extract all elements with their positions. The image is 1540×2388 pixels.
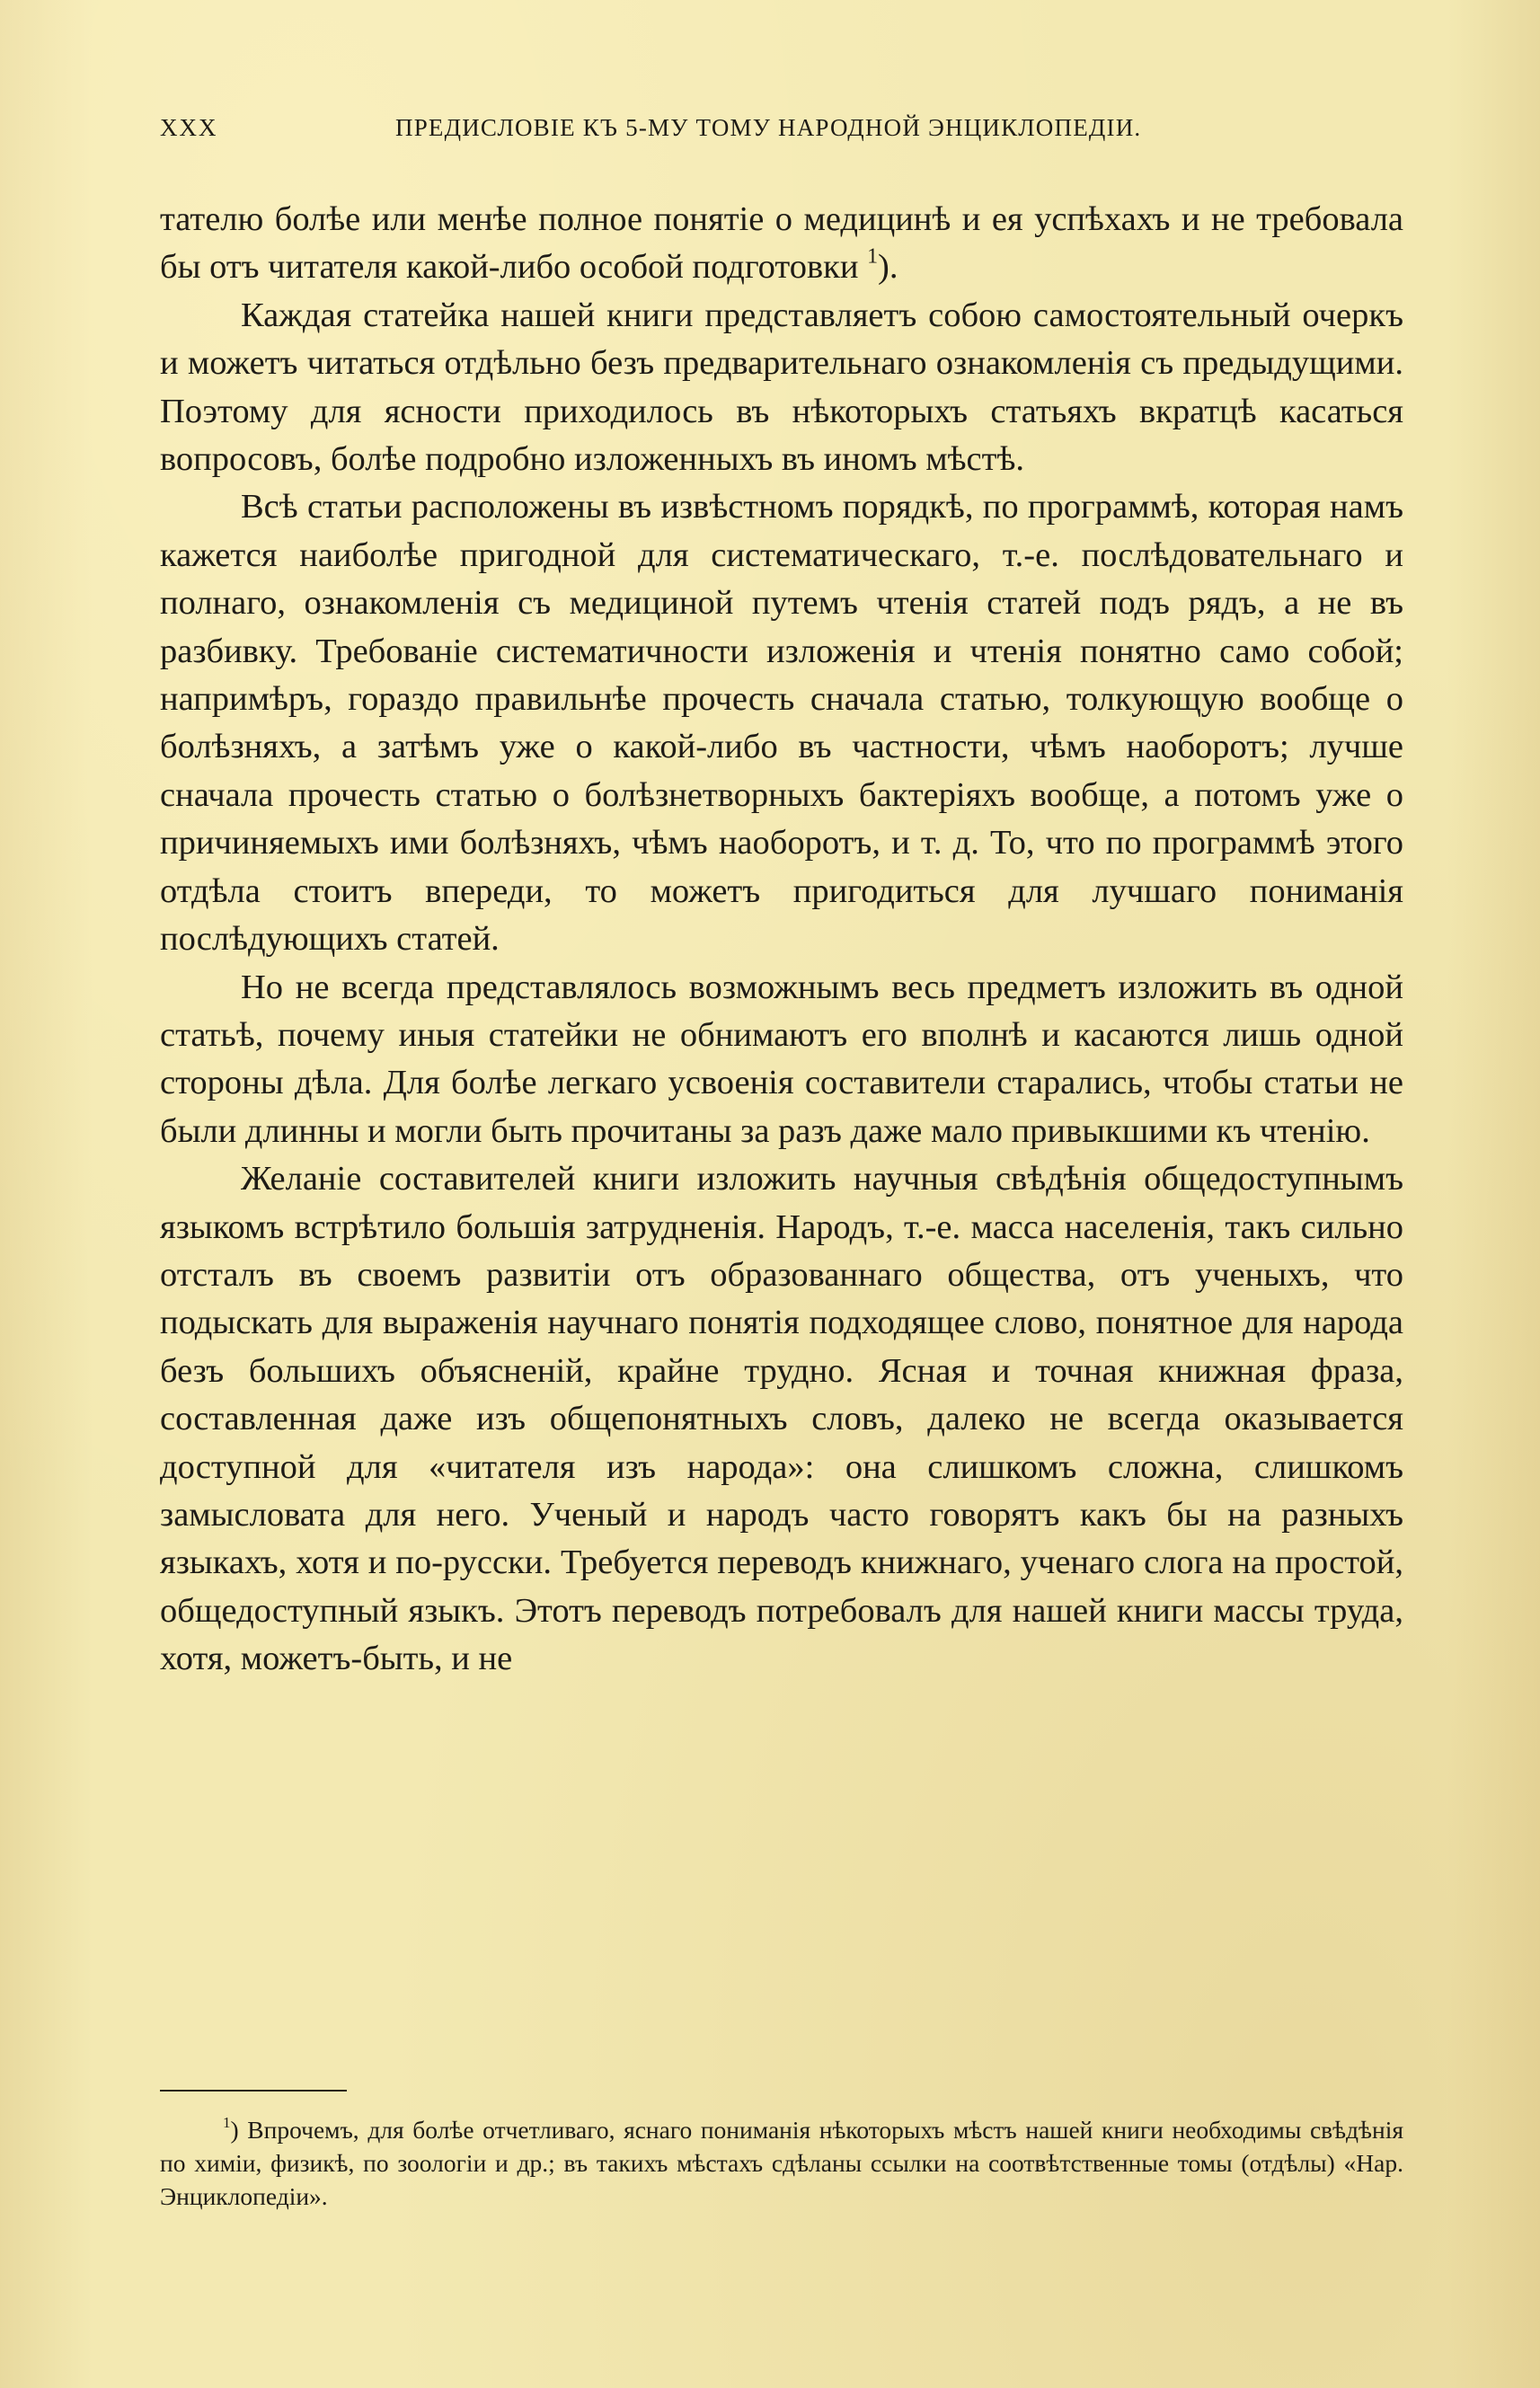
footnote-reference-suffix: ). — [878, 248, 898, 287]
paragraph-text: тателю болѣе или менѣе полное понятіе о медицинѣ и ея успѣхахъ и не требовала бы отъ читателя какой-либо особой подготовки — [160, 200, 1403, 287]
footnote-text: ) Впрочемъ, для болѣе отчетливаго, яснаго пониманія нѣкоторыхъ мѣстъ нашей книги необходимы свѣдѣнія по химіи, физикѣ, по зоологіи и др.; въ такихъ мѣстахъ сдѣланы ссылки на соотвѣтственные томы (отдѣлы) «Нар. Энциклопедіи». — [160, 2116, 1403, 2210]
paragraph: Желаніе составителей книги изложить научныя свѣдѣнія общедоступнымъ языкомъ встрѣтило большія затрудненія. Народъ, т.-е. масса населенія, такъ сильно отсталъ въ своемъ развитіи отъ образованнаго общества, отъ ученыхъ, что подыскать для выраженія научнаго понятія подходящее слово, понятное для народа безъ большихъ объясненій, крайне трудно. Ясная и точная книжная фраза, составленная даже изъ общепонятныхъ словъ, далеко не всегда оказывается доступной для «читателя изъ народа»: она слишкомъ сложна, слишкомъ замысловата для него. Ученый и народъ часто говорятъ какъ бы на разныхъ языкахъ, хотя и по-русски. Требуется переводъ книжнаго, ученаго слога на простой, общедоступный языкъ. Этотъ переводъ потребовалъ для нашей книги массы труда, хотя, можетъ-быть, и не — [160, 1160, 1403, 1678]
paragraph: Но не всегда представлялось возможнымъ весь предметъ изложить въ одной статьѣ, почему иныя статейки не обнимаютъ его вполнѣ и касаются лишь одной стороны дѣла. Для болѣе легкаго усвоенія составители старались, чтобы статьи не были длинны и могли быть прочитаны за разъ даже мало привыкшими къ чтенію. — [160, 968, 1403, 1150]
running-title: ПРЕДИСЛОВІЕ КЪ 5-МУ ТОМУ НАРОДНОЙ ЭНЦИКЛОПЕДІИ. — [395, 114, 1142, 141]
paragraph-continuation — [160, 196, 1403, 292]
body-text — [160, 196, 1403, 1684]
footnote-reference: 1 — [867, 244, 879, 269]
paragraph: Всѣ статьи расположены въ извѣстномъ порядкѣ, по программѣ, которая намъ кажется наиболѣе пригодной для систематическаго, т.-е. послѣдовательнаго и полнаго, ознакомленія съ медициной путемъ чтенія статей подъ рядъ, а не въ разбивку. Требованіе систематичности изложенія и чтенія понятно само собой; напримѣръ, гораздо правильнѣе прочесть сначала статью, толкующую вообще о болѣзняхъ, а затѣмъ уже о какой-либо въ частности, чѣмъ наоборотъ; лучше сначала прочесть статью о болѣзнетворныхъ бактеріяхъ вообще, а потомъ уже о причиняемыхъ ими болѣзняхъ, чѣмъ наоборотъ, и т. д. То, что по программѣ этого отдѣла стоитъ впереди, то можетъ пригодиться для лучшаго пониманія послѣдующихъ статей. — [160, 488, 1403, 959]
page-number: XXX — [160, 114, 218, 141]
footnote-marker: 1 — [223, 2114, 231, 2132]
paragraph: Каждая статейка нашей книги представляетъ собою самостоятельный очеркъ и можетъ читаться отдѣльно безъ предварительнаго ознакомленія съ предыдущими. Поэтому для ясности приходилось въ нѣкоторыхъ статьяхъ вкратцѣ касаться вопросовъ, болѣе подробно изложенныхъ въ иномъ мѣстѣ. — [160, 296, 1403, 479]
footnote — [160, 2113, 1403, 2213]
running-head — [160, 114, 1436, 150]
footnote-divider — [160, 2090, 347, 2092]
